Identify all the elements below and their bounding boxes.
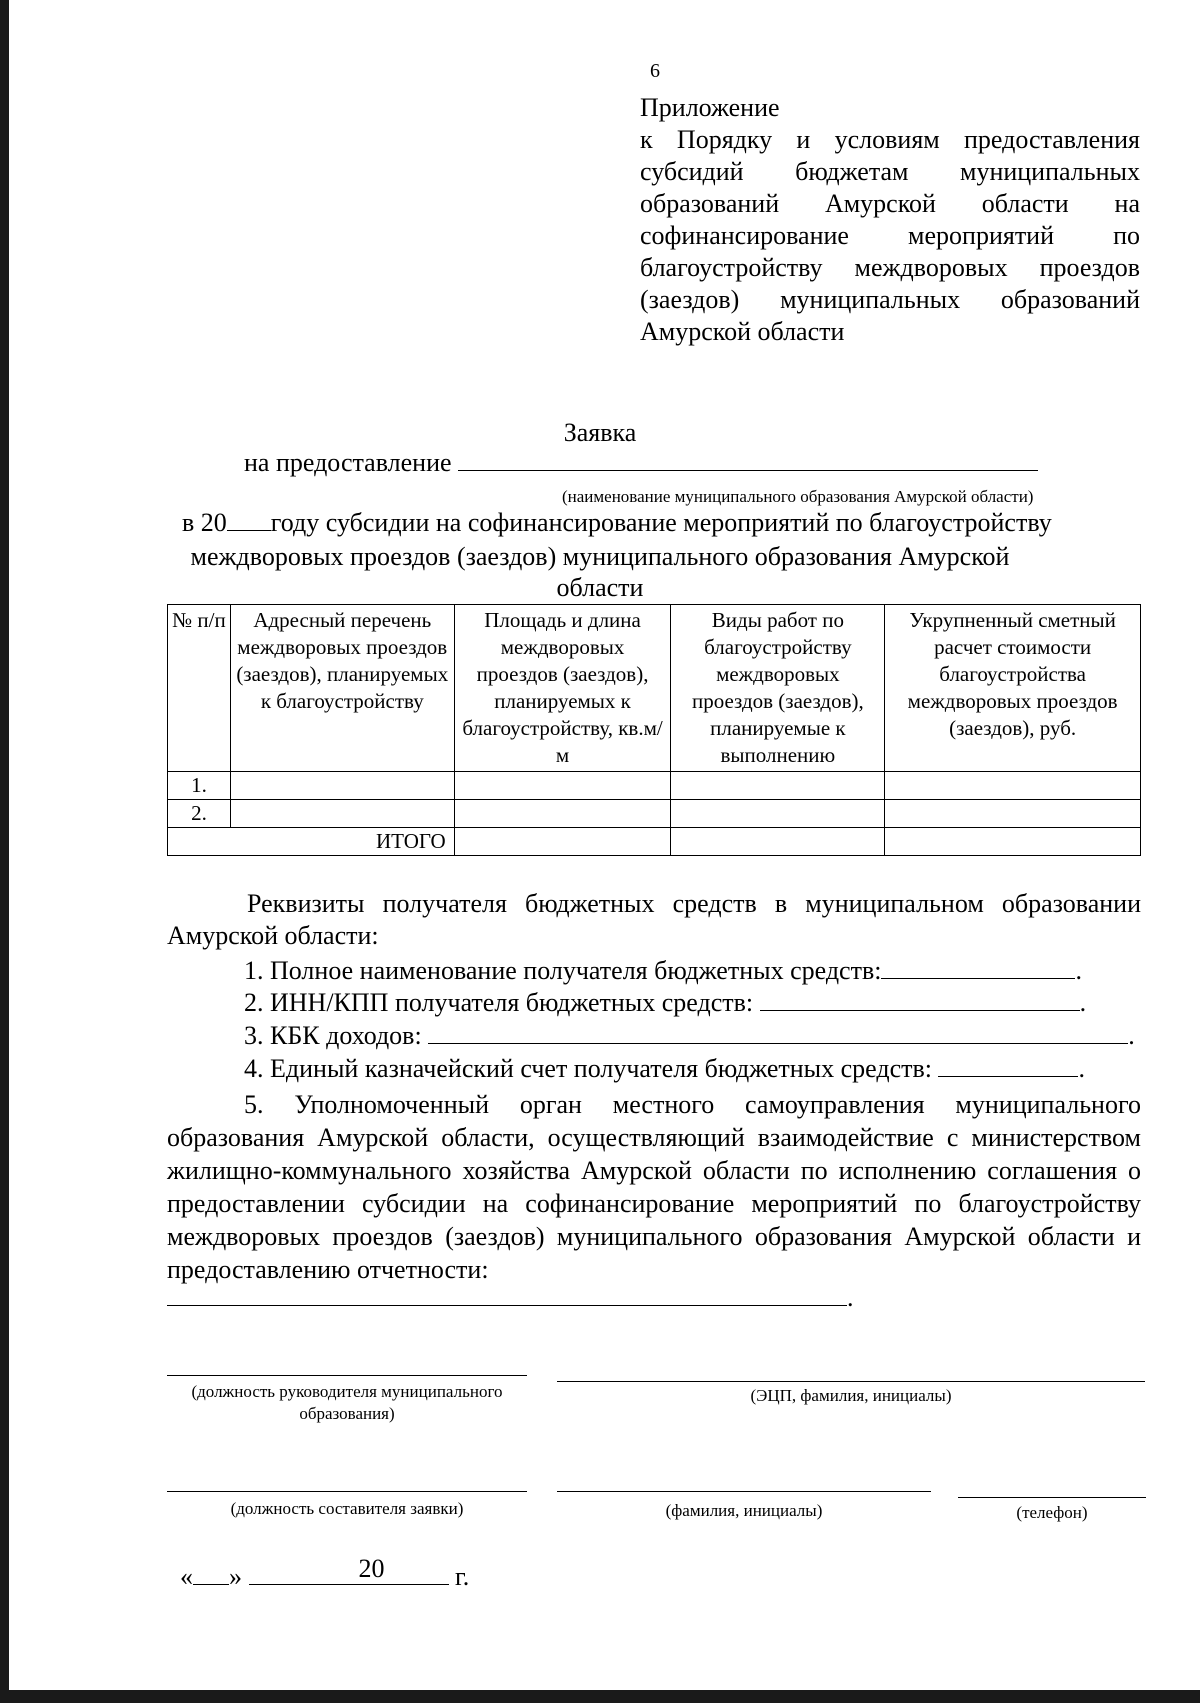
row-number: 1.	[168, 772, 231, 800]
appendix-title: Приложение	[640, 93, 780, 122]
header-address-list: Адресный перечень междворовых проездов (заездов), планируемых к благоустройству	[230, 605, 454, 772]
requisite-item-2: 2. ИНН/КПП получателя бюджетных средств: .	[244, 988, 1087, 1017]
scan-border-left	[0, 0, 9, 1703]
treasury-account-field[interactable]	[938, 1054, 1078, 1077]
year-suffix: г.	[455, 1562, 470, 1591]
requisite-item-3-label: 3. КБК доходов:	[244, 1021, 422, 1050]
scan-border-bottom	[0, 1690, 1200, 1703]
table-cell[interactable]	[885, 772, 1141, 800]
table-cell[interactable]	[885, 828, 1141, 856]
application-line-1	[244, 448, 1038, 478]
table-row	[168, 772, 1141, 800]
table-cell[interactable]	[230, 772, 454, 800]
application-line-3: междворовых проездов (заездов) муниципального образования Амурской	[190, 542, 1010, 571]
requisite-item-4: 4. Единый казначейский счет получателя бюджетных средств: .	[244, 1054, 1085, 1083]
requisite-item-4-label: 4. Единый казначейский счет получателя бюджетных средств:	[244, 1054, 932, 1083]
head-position-line[interactable]	[167, 1375, 527, 1376]
requisite-item-5: 5. Уполномоченный орган местного самоуправления муниципального образования Амурской области, осуществляющий взаимодействие с министерством жилищно-коммунального хозяйства Амурской области по исполнению соглашения о предоставлении субсидии на софинансирование мероприятий по благоустройству междворовых проездов (заездов) муниципального образования Амурской области и предоставлению отчетности:	[167, 1090, 1141, 1284]
application-line-4: области	[556, 573, 644, 602]
date-day-field[interactable]	[193, 1562, 229, 1585]
requisite-item-2-label: 2. ИНН/КПП получателя бюджетных средств:	[244, 988, 754, 1017]
appendix-body: к Порядку и условиям предоставления субсидий бюджетам муниципальных образований Амурской области на софинансирование мероприятий по благоустройству междворовых проездов (заездов) муниципальных образований Амурской области	[640, 125, 1140, 346]
projects-table	[167, 604, 1141, 856]
year-prefix: в 20	[182, 508, 227, 537]
table-total-row	[168, 828, 1141, 856]
table-cell[interactable]	[230, 800, 454, 828]
kbk-field[interactable]	[428, 1021, 1128, 1044]
compiler-name-caption: (фамилия, инициалы)	[665, 1501, 823, 1520]
authorized-body-line: .	[167, 1283, 854, 1313]
municipality-name-caption: (наименование муниципального образования Амурской области)	[562, 487, 1034, 506]
date-line	[180, 1554, 470, 1592]
table-cell[interactable]	[454, 800, 671, 828]
year-field[interactable]	[227, 508, 271, 531]
inn-kpp-field[interactable]	[760, 988, 1080, 1011]
application-line-1-prefix: на предоставление	[244, 448, 452, 477]
table-cell[interactable]	[454, 828, 671, 856]
municipality-name-field[interactable]	[458, 448, 1038, 471]
table-header-row	[168, 605, 1141, 772]
ecp-signature-line[interactable]	[557, 1381, 1145, 1382]
header-cost-estimate: Укрупненный сметный расчет стоимости благоустройства междворовых проездов (заездов), руб.	[885, 605, 1141, 772]
application-line-2-text: году субсидии на софинансирование мероприятий по благоустройству	[270, 508, 1052, 537]
header-number: № п/п	[168, 605, 231, 772]
compiler-name-line[interactable]	[557, 1491, 931, 1492]
table-cell[interactable]	[671, 772, 885, 800]
application-line-2	[182, 508, 1052, 538]
total-label: ИТОГО	[168, 828, 455, 856]
table-cell[interactable]	[671, 828, 885, 856]
date-month-year-field[interactable]	[249, 1554, 449, 1585]
requisite-item-1: 1. Полное наименование получателя бюджетных средств: .	[244, 956, 1082, 985]
requisites-intro: Реквизиты получателя бюджетных средств в муниципальном образовании Амурской области:	[167, 889, 1141, 950]
document-heading: Заявка	[563, 418, 637, 447]
compiler-position-caption: (должность составителя заявки)	[230, 1499, 464, 1518]
page-number: 6	[650, 60, 660, 82]
table-row	[168, 800, 1141, 828]
authorized-body-field[interactable]	[167, 1283, 847, 1306]
ecp-name-caption: (ЭЦП, фамилия, инициалы)	[750, 1386, 952, 1405]
close-quote: »	[229, 1562, 242, 1591]
table-cell[interactable]	[885, 800, 1141, 828]
year-prefix-20: 20	[358, 1554, 385, 1583]
requisite-item-3: 3. КБК доходов: .	[244, 1021, 1135, 1050]
row-number: 2.	[168, 800, 231, 828]
table-cell[interactable]	[671, 800, 885, 828]
header-area-length: Площадь и длина междворовых проездов (заездов), планируемых к благоустройству, кв.м/м	[454, 605, 671, 772]
appendix-block	[640, 92, 1140, 348]
phone-caption: (телефон)	[1016, 1503, 1088, 1522]
header-work-types: Виды работ по благоустройству междворовых проездов (заездов), планируемые к выполнению	[671, 605, 885, 772]
head-position-caption: (должность руководителя муниципального образования)	[191, 1382, 503, 1423]
phone-line[interactable]	[958, 1497, 1146, 1498]
compiler-position-line[interactable]	[167, 1491, 527, 1492]
requisite-item-1-label: 1. Полное наименование получателя бюджетных средств:	[244, 956, 882, 985]
table-cell[interactable]	[454, 772, 671, 800]
recipient-full-name-field[interactable]	[881, 956, 1075, 979]
open-quote: «	[180, 1562, 193, 1591]
